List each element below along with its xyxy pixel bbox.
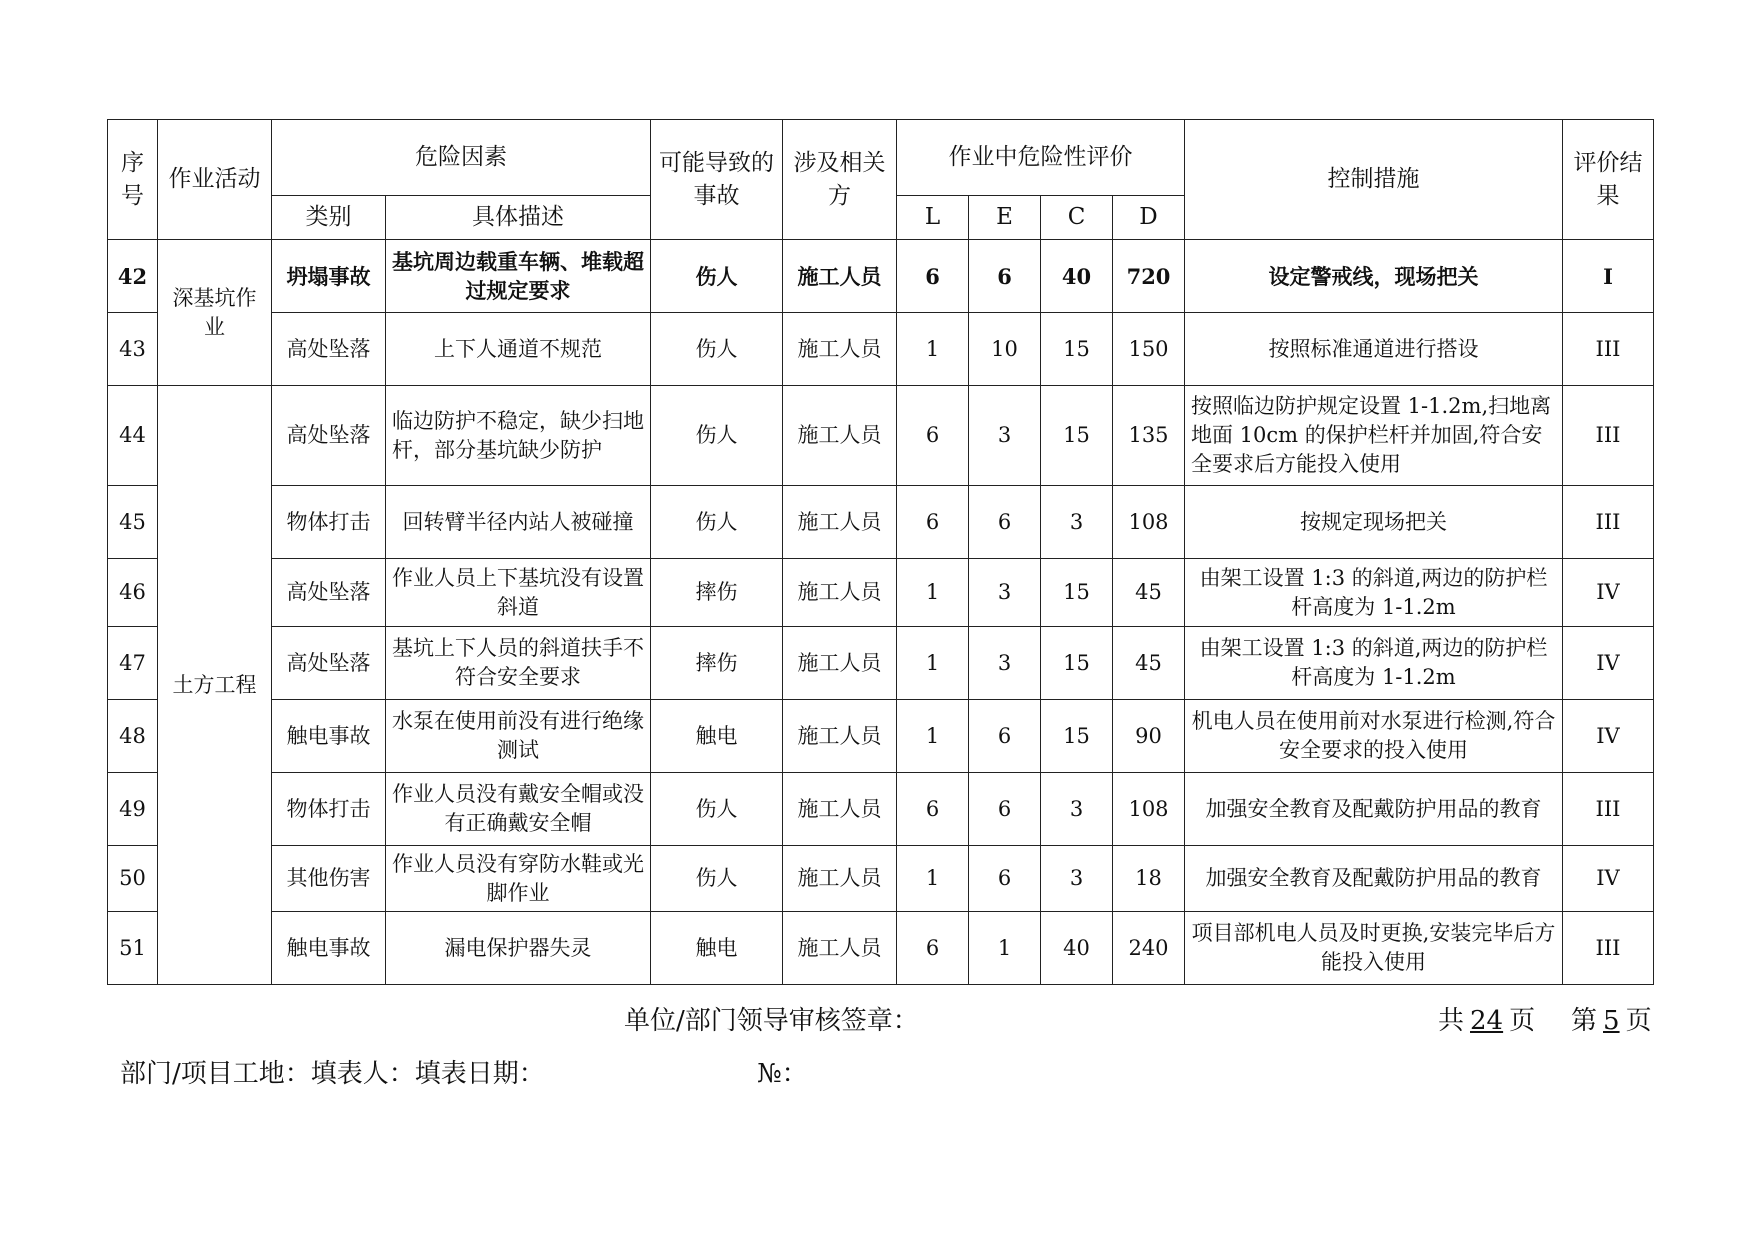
cell-category: 高处坠落	[272, 313, 386, 386]
cell-description: 回转臂半径内站人被碰撞	[386, 486, 651, 559]
cell-no: 42	[108, 240, 158, 313]
cell-c: 3	[1041, 773, 1113, 846]
cell-party: 施工人员	[783, 486, 897, 559]
table-row	[108, 386, 1654, 486]
cell-no: 47	[108, 627, 158, 700]
date-label: 填表日期：	[414, 1059, 545, 1089]
cell-no: 48	[108, 700, 158, 773]
cell-accident: 伤人	[651, 386, 783, 486]
cell-control: 机电人员在使用前对水泵进行检测,符合安全要求的投入使用	[1185, 700, 1563, 773]
cell-c: 3	[1041, 846, 1113, 912]
cell-result: IV	[1563, 700, 1654, 773]
current-page: 5	[1603, 1006, 1620, 1036]
page-suffix: 页	[1625, 1006, 1652, 1036]
cell-d: 150	[1113, 313, 1185, 386]
total-prefix: 共	[1438, 1006, 1465, 1036]
cell-c: 15	[1041, 627, 1113, 700]
cell-category: 物体打击	[272, 773, 386, 846]
cell-e: 6	[969, 240, 1041, 313]
table-row	[108, 313, 1654, 386]
header-hazard: 危险因素	[272, 120, 651, 196]
cell-category: 坍塌事故	[272, 240, 386, 313]
cell-description: 水泵在使用前没有进行绝缘测试	[386, 700, 651, 773]
cell-control: 按规定现场把关	[1185, 486, 1563, 559]
cell-d: 240	[1113, 912, 1185, 985]
header-category: 类别	[272, 196, 386, 240]
cell-description: 基坑上下人员的斜道扶手不符合安全要求	[386, 627, 651, 700]
cell-no: 49	[108, 773, 158, 846]
cell-party: 施工人员	[783, 386, 897, 486]
form-meta-line	[120, 1053, 545, 1090]
table-row	[108, 846, 1654, 912]
cell-d: 720	[1113, 240, 1185, 313]
approval-label: 单位/部门领导审核签章：	[624, 1006, 919, 1036]
header-d: D	[1113, 196, 1185, 240]
header-c: C	[1041, 196, 1113, 240]
cell-accident: 伤人	[651, 313, 783, 386]
cell-c: 15	[1041, 559, 1113, 627]
cell-d: 45	[1113, 559, 1185, 627]
cell-l: 1	[897, 846, 969, 912]
cell-description: 作业人员上下基坑没有设置斜道	[386, 559, 651, 627]
cell-description: 上下人通道不规范	[386, 313, 651, 386]
header-row-1	[108, 120, 1654, 196]
cell-e: 10	[969, 313, 1041, 386]
cell-accident: 触电	[651, 700, 783, 773]
cell-l: 1	[897, 313, 969, 386]
cell-accident: 摔伤	[651, 559, 783, 627]
cell-category: 高处坠落	[272, 627, 386, 700]
cell-result: I	[1563, 240, 1654, 313]
cell-category: 触电事故	[272, 700, 386, 773]
cell-e: 6	[969, 486, 1041, 559]
cell-party: 施工人员	[783, 773, 897, 846]
cell-description: 作业人员没有穿防水鞋或光脚作业	[386, 846, 651, 912]
cell-category: 高处坠落	[272, 386, 386, 486]
cell-d: 108	[1113, 486, 1185, 559]
cell-accident: 触电	[651, 912, 783, 985]
header-evaluation: 作业中危险性评价	[897, 120, 1185, 196]
cell-c: 3	[1041, 486, 1113, 559]
table-row	[108, 559, 1654, 627]
cell-d: 108	[1113, 773, 1185, 846]
cell-accident: 伤人	[651, 486, 783, 559]
cell-d: 135	[1113, 386, 1185, 486]
filler-label: 填表人：	[310, 1059, 415, 1089]
cell-l: 6	[897, 773, 969, 846]
cell-description: 基坑周边载重车辆、堆载超过规定要求	[386, 240, 651, 313]
cell-control: 按照临边防护规定设置 1-1.2m,扫地离地面 10cm 的保护栏杆并加固,符合安全要求后方能投入使用	[1185, 386, 1563, 486]
cell-c: 40	[1041, 912, 1113, 985]
cell-d: 45	[1113, 627, 1185, 700]
header-seq: 序号	[108, 120, 158, 240]
cell-result: III	[1563, 386, 1654, 486]
cell-e: 3	[969, 627, 1041, 700]
cell-result: IV	[1563, 627, 1654, 700]
cell-category: 物体打击	[272, 486, 386, 559]
table-row	[108, 912, 1654, 985]
cell-party: 施工人员	[783, 313, 897, 386]
cell-accident: 伤人	[651, 846, 783, 912]
cell-category: 触电事故	[272, 912, 386, 985]
cell-category: 其他伤害	[272, 846, 386, 912]
cell-d: 90	[1113, 700, 1185, 773]
form-number-label: №：	[757, 1059, 808, 1089]
total-suffix: 页	[1509, 1006, 1536, 1036]
cell-description: 作业人员没有戴安全帽或没有正确戴安全帽	[386, 773, 651, 846]
header-accident: 可能导致的事故	[651, 120, 783, 240]
page-count	[1438, 1000, 1535, 1037]
cell-c: 15	[1041, 313, 1113, 386]
cell-party: 施工人员	[783, 559, 897, 627]
cell-e: 6	[969, 700, 1041, 773]
table-row	[108, 627, 1654, 700]
cell-result: III	[1563, 912, 1654, 985]
table-row	[108, 700, 1654, 773]
cell-party: 施工人员	[783, 240, 897, 313]
cell-c: 40	[1041, 240, 1113, 313]
cell-party: 施工人员	[783, 846, 897, 912]
dept-label: 部门/项目工地：	[120, 1059, 311, 1089]
cell-no: 45	[108, 486, 158, 559]
total-pages: 24	[1470, 1006, 1504, 1036]
header-control: 控制措施	[1185, 120, 1563, 240]
cell-control: 加强安全教育及配戴防护用品的教育	[1185, 846, 1563, 912]
cell-c: 15	[1041, 700, 1113, 773]
cell-result: III	[1563, 773, 1654, 846]
cell-control: 由架工设置 1:3 的斜道,两边的防护栏杆高度为 1-1.2m	[1185, 627, 1563, 700]
cell-e: 6	[969, 846, 1041, 912]
cell-control: 加强安全教育及配戴防护用品的教育	[1185, 773, 1563, 846]
cell-description: 临边防护不稳定，缺少扫地杆，部分基坑缺少防护	[386, 386, 651, 486]
cell-party: 施工人员	[783, 700, 897, 773]
cell-accident: 伤人	[651, 773, 783, 846]
cell-no: 51	[108, 912, 158, 985]
table-row	[108, 486, 1654, 559]
table-row	[108, 240, 1654, 313]
cell-description: 漏电保护器失灵	[386, 912, 651, 985]
risk-assessment-table	[107, 119, 1654, 985]
cell-party: 施工人员	[783, 627, 897, 700]
cell-result: III	[1563, 486, 1654, 559]
cell-no: 43	[108, 313, 158, 386]
page-prefix: 第	[1571, 1006, 1598, 1036]
cell-control: 设定警戒线，现场把关	[1185, 240, 1563, 313]
cell-l: 6	[897, 386, 969, 486]
cell-e: 6	[969, 773, 1041, 846]
header-result: 评价结果	[1563, 120, 1654, 240]
header-description: 具体描述	[386, 196, 651, 240]
cell-control: 由架工设置 1:3 的斜道,两边的防护栏杆高度为 1-1.2m	[1185, 559, 1563, 627]
header-l: L	[897, 196, 969, 240]
cell-activity-group: 深基坑作业	[158, 240, 272, 386]
cell-l: 1	[897, 627, 969, 700]
cell-accident: 摔伤	[651, 627, 783, 700]
cell-accident: 伤人	[651, 240, 783, 313]
cell-activity-group: 土方工程	[158, 386, 272, 985]
table-row	[108, 773, 1654, 846]
cell-e: 3	[969, 559, 1041, 627]
cell-result: IV	[1563, 559, 1654, 627]
cell-category: 高处坠落	[272, 559, 386, 627]
cell-l: 6	[897, 486, 969, 559]
cell-d: 18	[1113, 846, 1185, 912]
cell-no: 44	[108, 386, 158, 486]
cell-e: 1	[969, 912, 1041, 985]
page-number	[1571, 1000, 1652, 1037]
cell-l: 6	[897, 912, 969, 985]
cell-c: 15	[1041, 386, 1113, 486]
cell-control: 项目部机电人员及时更换,安装完毕后方能投入使用	[1185, 912, 1563, 985]
cell-no: 46	[108, 559, 158, 627]
header-activity: 作业活动	[158, 120, 272, 240]
cell-party: 施工人员	[783, 912, 897, 985]
header-party: 涉及相关方	[783, 120, 897, 240]
header-e: E	[969, 196, 1041, 240]
cell-l: 1	[897, 700, 969, 773]
cell-l: 1	[897, 559, 969, 627]
cell-result: IV	[1563, 846, 1654, 912]
cell-e: 3	[969, 386, 1041, 486]
cell-control: 按照标准通道进行搭设	[1185, 313, 1563, 386]
cell-l: 6	[897, 240, 969, 313]
cell-no: 50	[108, 846, 158, 912]
cell-result: III	[1563, 313, 1654, 386]
